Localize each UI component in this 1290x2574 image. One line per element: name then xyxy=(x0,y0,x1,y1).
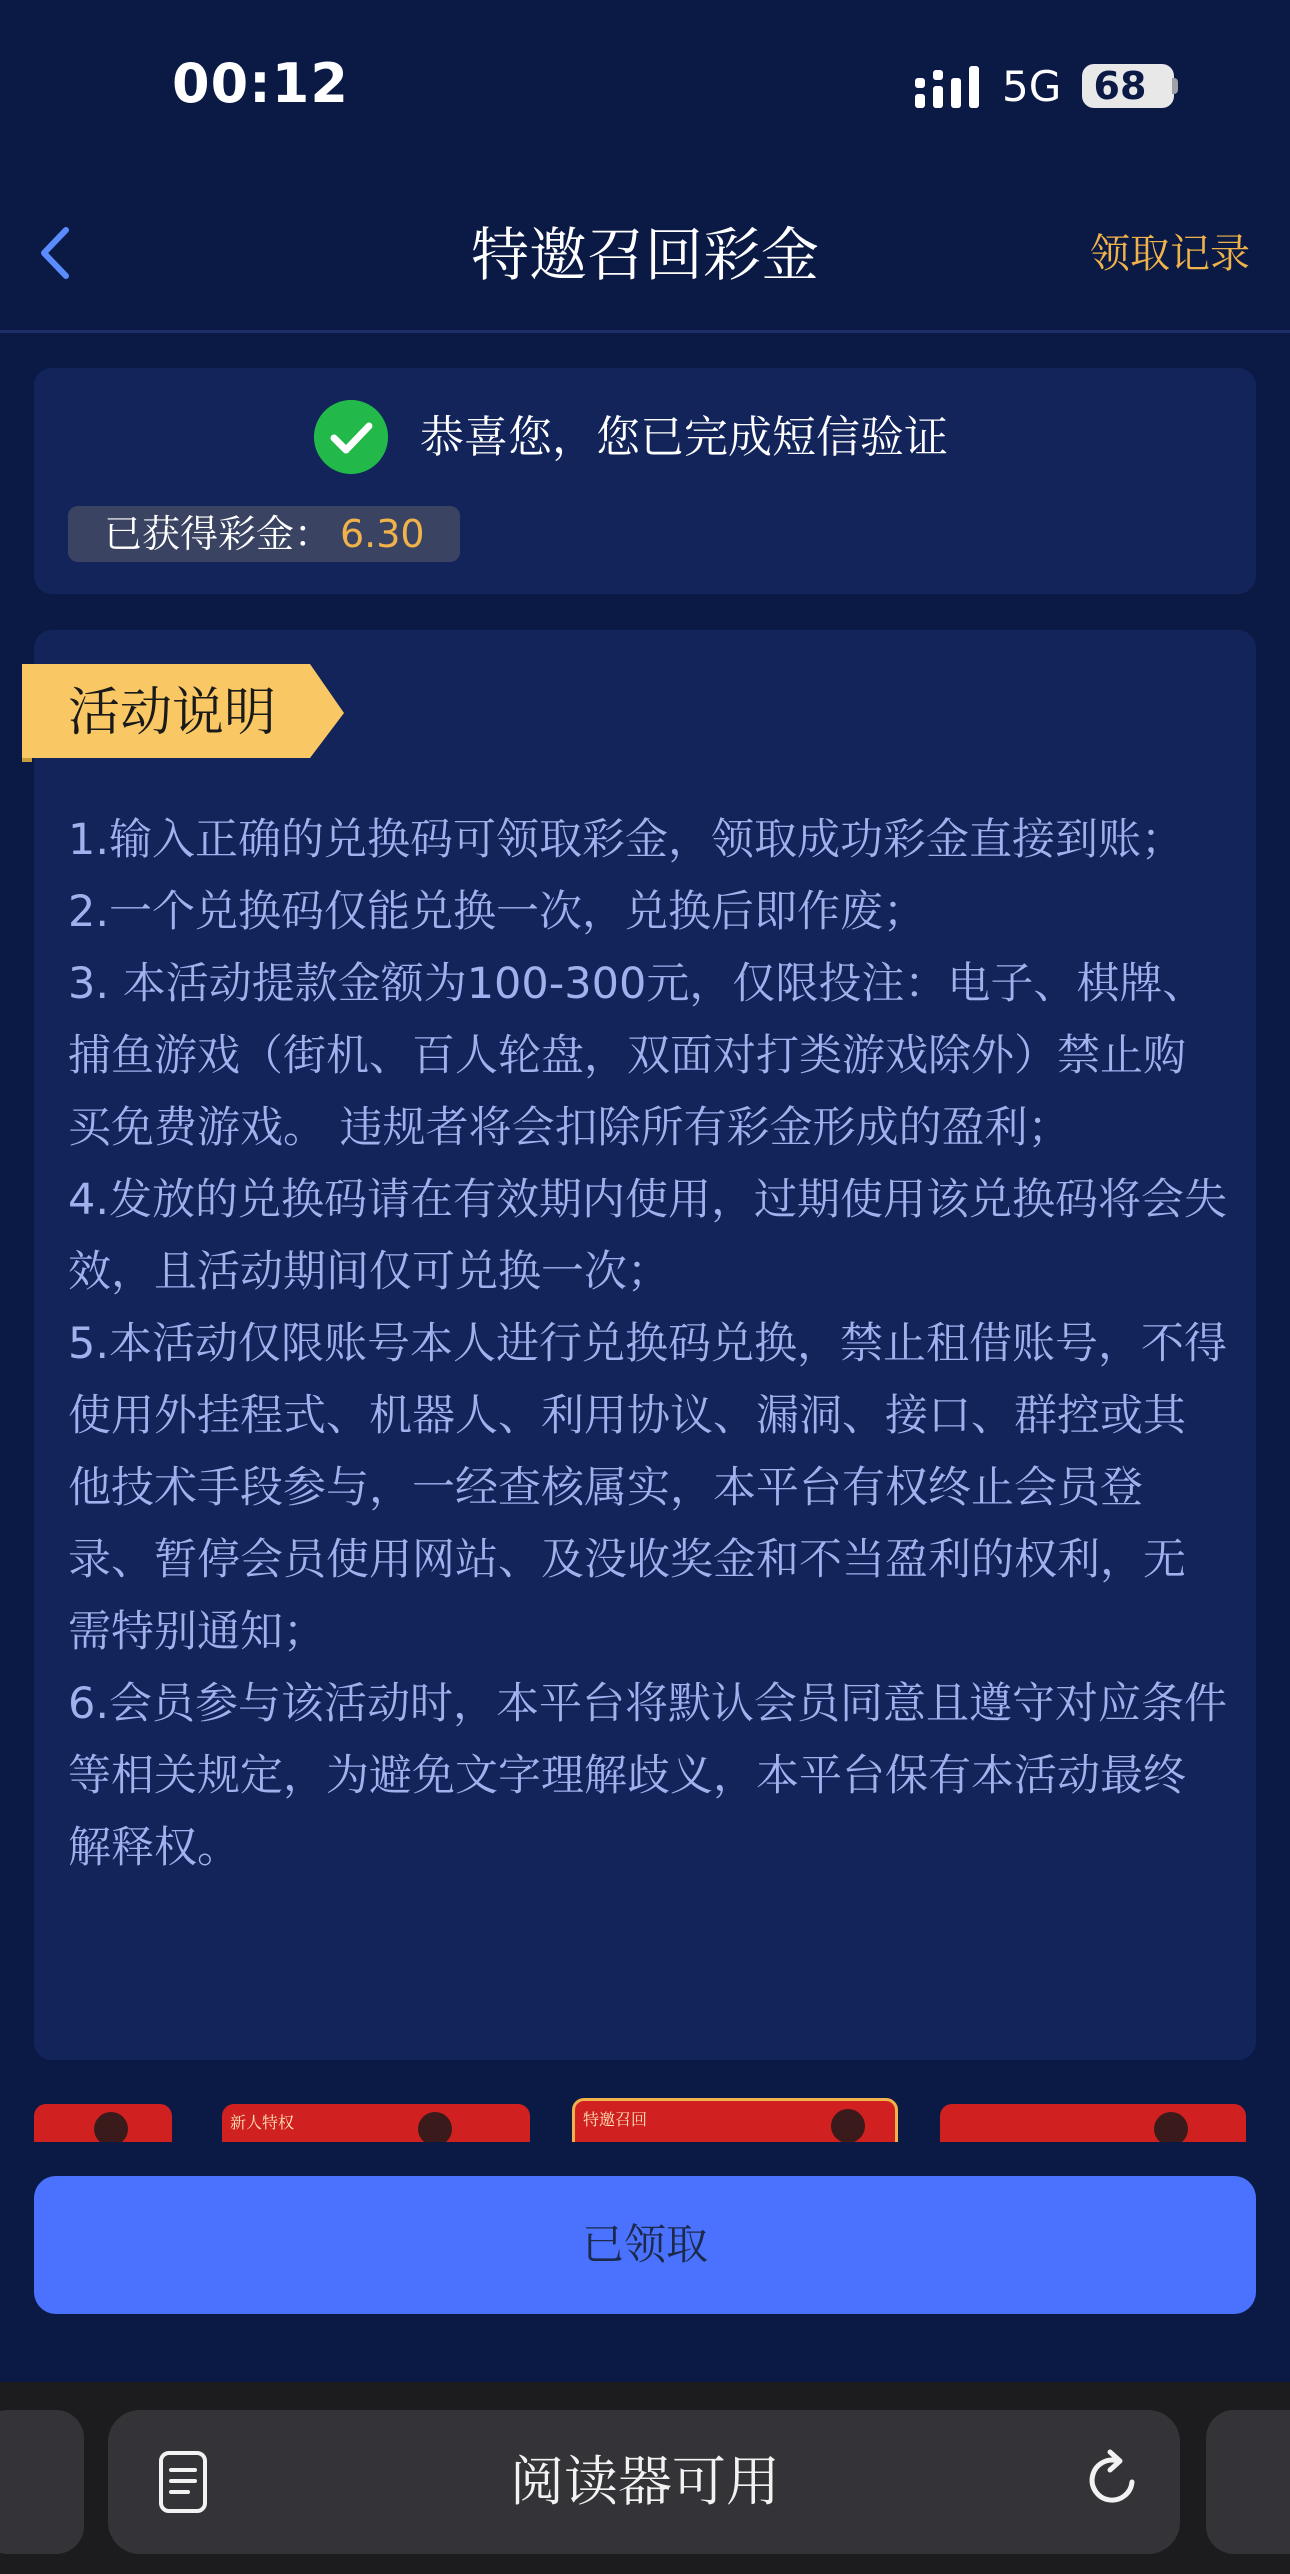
banner-tag: 特邀召回 xyxy=(583,2110,648,2129)
battery-level: 68 xyxy=(1093,64,1147,108)
promo-banner-selected[interactable] xyxy=(572,2098,898,2148)
check-circle-icon xyxy=(314,400,388,474)
promo-banner[interactable] xyxy=(34,2104,172,2144)
rule-item: 2.一个兑换码仅能兑换一次，兑换后即作废； xyxy=(68,887,927,937)
banner-avatar xyxy=(831,2109,865,2143)
rules-heading: 活动说明 xyxy=(68,683,277,743)
rules-list xyxy=(68,804,1228,1884)
rule-item: 3. 本活动提款金额为100-300元，仅限投注：电子、棋牌、捕鱼游戏（街机、百人轮盘，双面对打类游戏除外）禁止购买免费游戏。 违规者将会扣除所有彩金形成的盈利； xyxy=(68,959,1206,1153)
rule-item: 1.输入正确的兑换码可领取彩金，领取成功彩金直接到账； xyxy=(68,815,1185,865)
battery-tip xyxy=(1172,78,1178,94)
rule-item: 6.会员参与该活动时，本平台将默认会员同意且遵守对应条件等相关规定，为避免文字理解歧义，本平台保有本活动最终解释权。 xyxy=(68,1679,1228,1873)
banner-avatar xyxy=(1154,2112,1188,2144)
rule-item: 4.发放的兑换码请在有效期内使用，过期使用该兑换码将会失效，且活动期间仅可兑换一次； xyxy=(68,1175,1228,1297)
claim-records-link[interactable]: 领取记录 xyxy=(1090,231,1250,277)
status-time: 00:12 xyxy=(172,52,349,115)
banner-avatar xyxy=(418,2112,452,2144)
banner-tag: 新人特权 xyxy=(230,2113,295,2132)
earned-bonus-label: 已获得彩金： xyxy=(104,512,333,556)
page-title: 特邀召回彩金 xyxy=(470,221,819,289)
reload-icon[interactable] xyxy=(1084,2448,1142,2510)
rule-item: 5.本活动仅限账号本人进行兑换码兑换，禁止租借账号，不得使用外挂程式、机器人、利用协议、漏洞、接口、群控或其他技术手段参与，一经查核属实，本平台有权终止会员登录、暂停会员使用网站、及没收奖金和不当盈利的权利，无需特别通知； xyxy=(68,1319,1228,1657)
earned-bonus-value: 6.30 xyxy=(340,512,425,556)
network-type: 5G xyxy=(1002,62,1062,111)
verification-message: 恭喜您，您已完成短信验证 xyxy=(420,412,948,463)
battery-icon xyxy=(1082,64,1174,108)
claimed-button[interactable]: 已领取 xyxy=(34,2176,1256,2314)
reader-available-label: 阅读器可用 xyxy=(510,2450,780,2513)
promo-banner[interactable] xyxy=(222,2104,530,2144)
banner-avatar xyxy=(94,2112,128,2144)
promo-banner[interactable] xyxy=(940,2104,1246,2144)
cellular-signal-icon xyxy=(915,66,981,108)
